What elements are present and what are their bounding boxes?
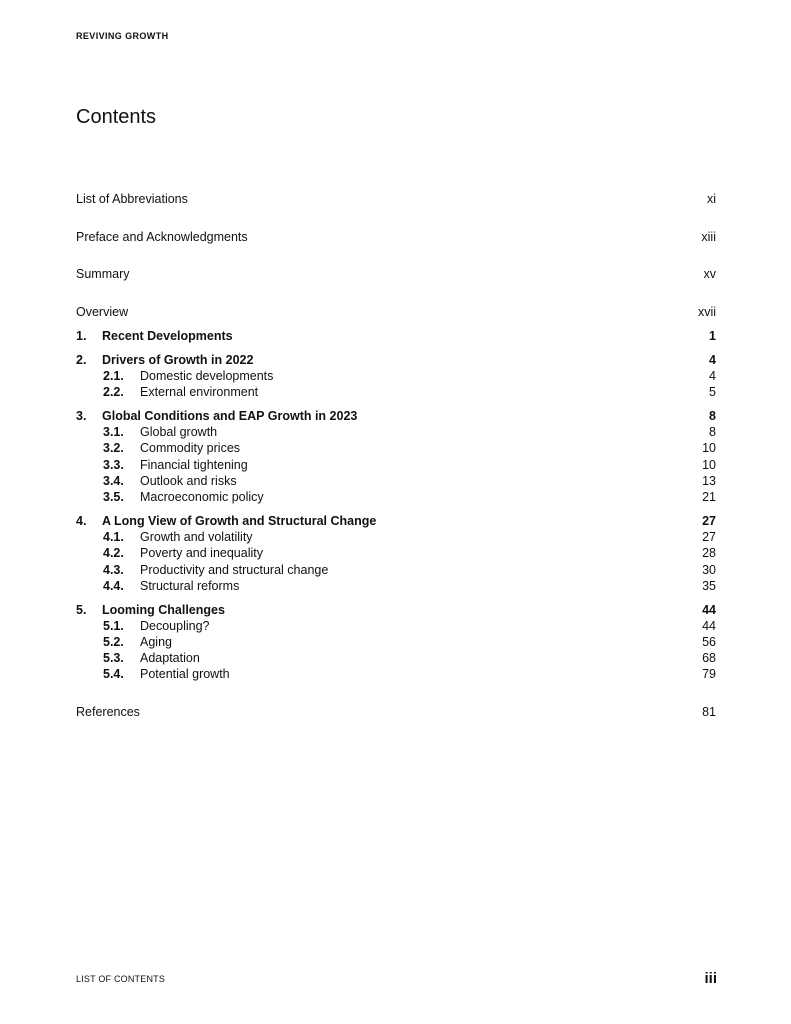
toc-section-3-1[interactable] — [76, 424, 716, 440]
chapter-title: Drivers of Growth in 2022 — [102, 353, 254, 367]
chapter-number: 3. — [76, 409, 87, 423]
section-title: Outlook and risks — [140, 474, 237, 488]
toc-section-4-1[interactable] — [76, 529, 716, 545]
section-title: Structural reforms — [140, 579, 240, 593]
section-number: 3.2. — [103, 441, 124, 455]
chapter-number: 4. — [76, 514, 87, 528]
toc-entry-overview[interactable] — [76, 304, 716, 320]
chapter-title: Global Conditions and EAP Growth in 2023 — [102, 409, 358, 423]
toc-chapter-4[interactable] — [76, 513, 716, 529]
chapter-page: 44 — [702, 603, 716, 617]
toc-entry-references[interactable] — [76, 704, 716, 720]
section-number: 3.5. — [103, 490, 124, 504]
section-title: External environment — [140, 385, 259, 399]
section-title: Growth and volatility — [140, 530, 253, 544]
section-title: Potential growth — [140, 667, 230, 681]
toc-section-3-5[interactable] — [76, 489, 716, 505]
chapter-title: Looming Challenges — [102, 603, 225, 617]
section-number: 3.3. — [103, 458, 124, 472]
chapter-title: A Long View of Growth and Structural Change — [102, 514, 377, 528]
toc-section-5-1[interactable] — [76, 618, 716, 634]
toc-section-3-4[interactable] — [76, 473, 716, 489]
section-title: Domestic developments — [140, 369, 274, 383]
section-number: 5.2. — [103, 635, 124, 649]
toc-section-3-2[interactable] — [76, 440, 716, 456]
toc-section-4-3[interactable] — [76, 562, 716, 578]
toc-section-5-2[interactable] — [76, 634, 716, 650]
section-page: 10 — [702, 458, 716, 472]
section-number: 3.1. — [103, 425, 124, 439]
section-page: 68 — [702, 651, 716, 665]
chapter-page: 8 — [709, 409, 716, 423]
toc-entry-summary[interactable] — [76, 266, 716, 282]
toc-chapter-5[interactable] — [76, 602, 716, 618]
section-page: 56 — [702, 635, 716, 649]
chapter-page: 1 — [709, 329, 716, 343]
running-head: REVIVING GROWTH — [76, 31, 169, 41]
section-number: 4.2. — [103, 546, 124, 560]
toc-section-4-2[interactable] — [76, 545, 716, 561]
toc-entry-preface[interactable] — [76, 229, 716, 245]
section-number: 2.2. — [103, 385, 124, 399]
page-title: Contents — [76, 106, 157, 128]
section-page: 4 — [709, 369, 716, 383]
toc-entry-page: xv — [703, 267, 716, 281]
section-page: 5 — [709, 385, 716, 399]
toc-entry-page: xiii — [701, 230, 716, 244]
toc-entry-abbreviations[interactable] — [76, 191, 716, 207]
section-page: 28 — [702, 546, 716, 560]
section-number: 5.4. — [103, 667, 124, 681]
toc-entry-label: Preface and Acknowledgments — [76, 230, 248, 244]
section-title: Aging — [140, 635, 172, 649]
toc-entry-label: List of Abbreviations — [76, 192, 188, 206]
section-number: 5.1. — [103, 619, 124, 633]
section-page: 8 — [709, 425, 716, 439]
section-page: 44 — [702, 619, 716, 633]
toc-entry-page: xvii — [697, 305, 716, 319]
toc-section-4-4[interactable] — [76, 578, 716, 594]
section-number: 4.1. — [103, 530, 124, 544]
section-title: Poverty and inequality — [140, 546, 263, 560]
toc-section-2-1[interactable] — [76, 368, 716, 384]
section-page: 27 — [702, 530, 716, 544]
section-title: Commodity prices — [140, 441, 241, 455]
footer-label: LIST OF CONTENTS — [76, 974, 166, 984]
chapter-number: 5. — [76, 603, 87, 617]
toc-section-5-3[interactable] — [76, 650, 716, 666]
section-title: Financial tightening — [140, 458, 248, 472]
section-title: Decoupling? — [140, 619, 210, 633]
section-title: Macroeconomic policy — [140, 490, 264, 504]
chapter-page: 4 — [709, 353, 716, 367]
section-title: Productivity and structural change — [140, 563, 329, 577]
toc-entry-label: Summary — [76, 267, 130, 281]
section-number: 4.4. — [103, 579, 124, 593]
section-number: 2.1. — [103, 369, 124, 383]
section-page: 79 — [702, 667, 716, 681]
toc-chapter-3[interactable] — [76, 408, 716, 424]
section-title: Adaptation — [140, 651, 200, 665]
chapter-page: 27 — [702, 514, 716, 528]
section-number: 4.3. — [103, 563, 124, 577]
section-number: 3.4. — [103, 474, 124, 488]
section-number: 5.3. — [103, 651, 124, 665]
section-page: 30 — [702, 563, 716, 577]
toc-entry-label: Overview — [76, 305, 129, 319]
section-page: 35 — [702, 579, 716, 593]
toc-entry-page: 81 — [702, 705, 716, 719]
toc-entry-page: xi — [706, 192, 716, 206]
section-title: Global growth — [140, 425, 218, 439]
footer-page-number: iii — [704, 970, 717, 987]
toc-section-2-2[interactable] — [76, 384, 716, 400]
toc-section-3-3[interactable] — [76, 457, 716, 473]
toc-chapter-1[interactable] — [76, 328, 716, 344]
chapter-number: 1. — [76, 329, 87, 343]
chapter-number: 2. — [76, 353, 87, 367]
section-page: 10 — [702, 441, 716, 455]
toc-chapter-2[interactable] — [76, 352, 716, 368]
toc-entry-label: References — [76, 705, 140, 719]
section-page: 21 — [702, 490, 716, 504]
toc-section-5-4[interactable] — [76, 666, 716, 682]
section-page: 13 — [702, 474, 716, 488]
chapter-title: Recent Developments — [102, 329, 233, 343]
